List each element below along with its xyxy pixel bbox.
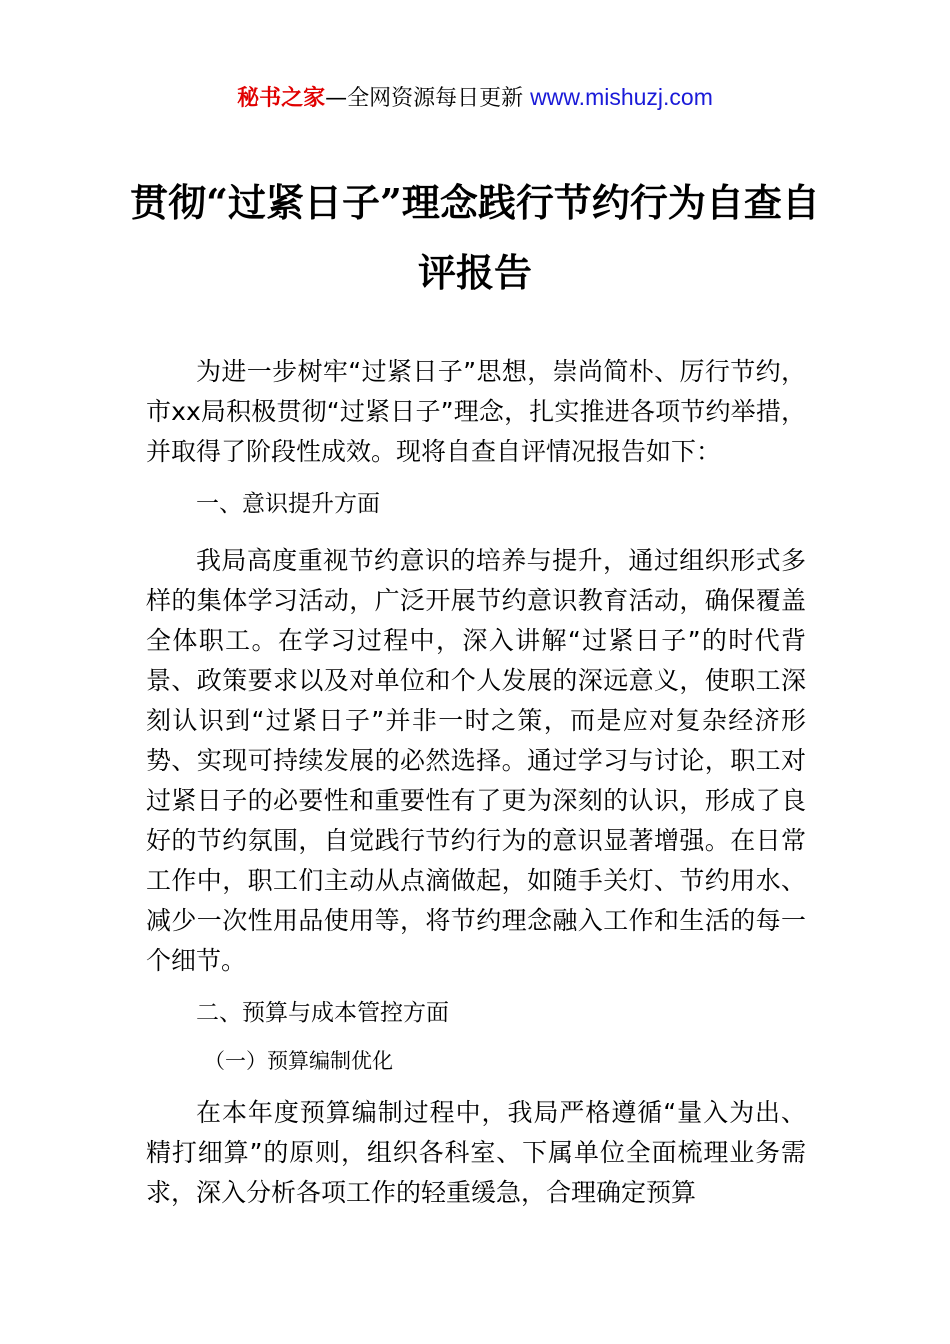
section-1-paragraph: 我局高度重视节约意识的培养与提升，通过组织形式多样的集体学习活动，广泛开展节约意识教育活动，确保覆盖全体职工。在学习过程中，深入讲解“过紧日子”的时代背景、政策要求以及对单位和个人发展的深远意义，使职工深刻认识到“过紧日子”并非一时之策，而是应对复杂经济形势、实现可持续发展的必然选择。通过学习与讨论，职工对过紧日子的必要性和重要性有了更为深刻的认识，形成了良好的节约氛围，自觉践行节约行为的意识显著增强。在日常工作中，职工们主动从点滴做起，如随手关灯、节约用水、减少一次性用品使用等，将节约理念融入工作和生活的每一个细节。 [146, 546, 806, 975]
banner-slogan: —全网资源每日更新 [325, 86, 531, 111]
brand-name: 秘书之家 [237, 86, 326, 111]
intro-paragraph: 为进一步树牢“过紧日子”思想，崇尚简朴、厉行节约，市xx局积极贯彻“过紧日子”理念，扎实推进各项节约举措，并取得了阶段性成效。现将自查自评情况报告如下： [146, 357, 806, 466]
site-banner [0, 80, 950, 116]
section-heading-1: 一、意识提升方面 [196, 491, 380, 517]
subsection-heading-1: （一）预算编制优化 [204, 1049, 393, 1073]
document-title: 贯彻“过紧日子”理念践行节约行为自查自评报告 [130, 180, 820, 295]
site-url[interactable]: www.mishuzj.com [530, 84, 713, 110]
document-body [146, 352, 806, 1213]
section-2-paragraph: 在本年度预算编制过程中，我局严格遵循“量入为出、精打细算”的原则，组织各科室、下属单位全面梳理业务需求，深入分析各项工作的轻重缓急，合理确定预算 [146, 1098, 806, 1207]
section-heading-2: 二、预算与成本管控方面 [196, 1000, 449, 1026]
